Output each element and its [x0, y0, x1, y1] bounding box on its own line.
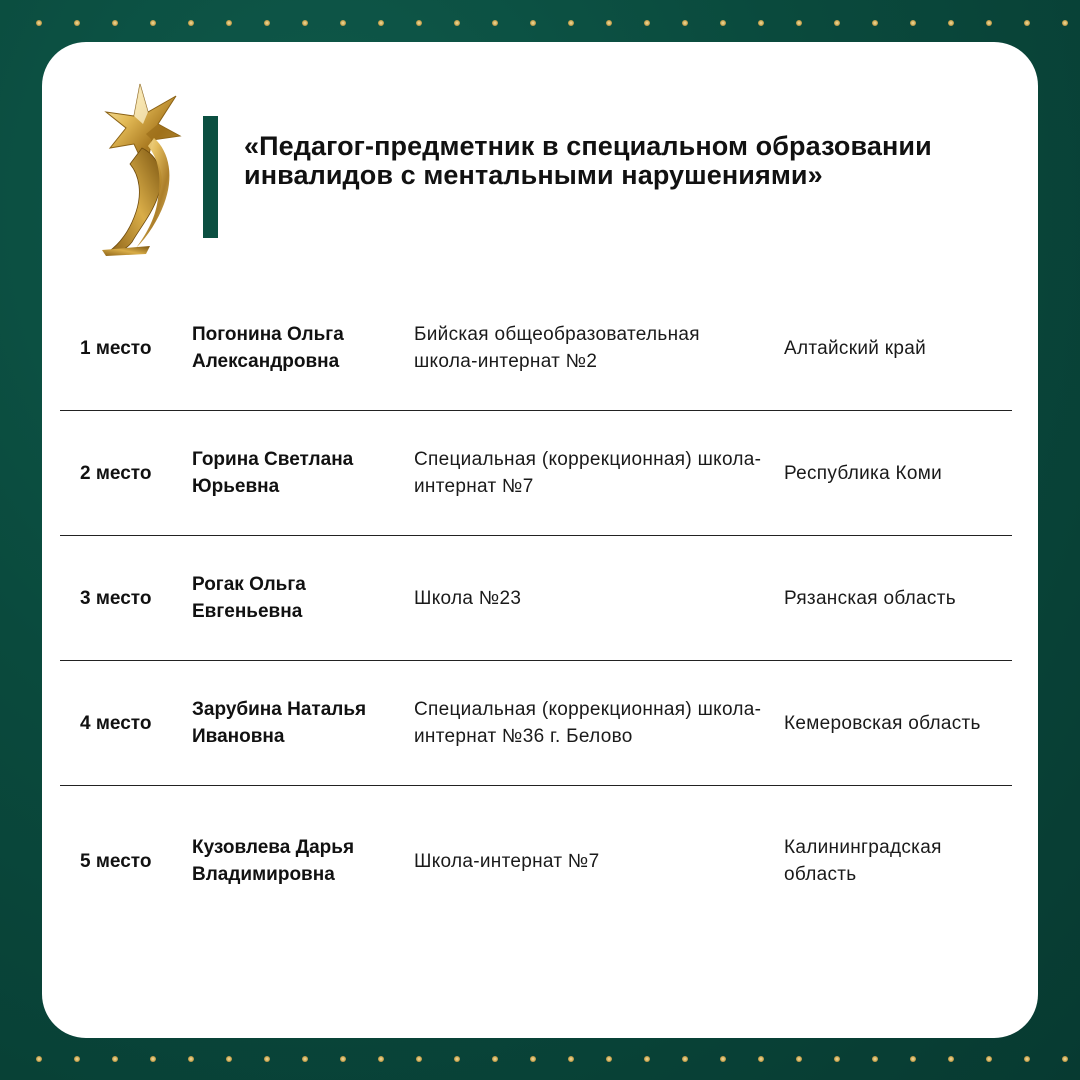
decorative-dot — [910, 1056, 916, 1062]
decorative-dot — [1062, 1056, 1068, 1062]
region-name: Алтайский край — [784, 337, 927, 359]
decorative-dot — [416, 1056, 422, 1062]
decorative-dot — [378, 1056, 384, 1062]
school-name: Школа-интернат №7 — [414, 850, 600, 872]
decorative-dot — [682, 1056, 688, 1062]
decorative-dot — [226, 20, 232, 26]
region-name: Кемеровская область — [784, 712, 981, 734]
decorative-dot — [226, 1056, 232, 1062]
region-name: Республика Коми — [784, 462, 943, 484]
decorative-dot — [264, 1056, 270, 1062]
table-row — [60, 411, 1012, 536]
decorative-dot — [682, 20, 688, 26]
decorative-dot — [720, 20, 726, 26]
decorative-dot — [1024, 20, 1030, 26]
nomination-title: «Педагог-предметник в специальном образовании инвалидов с ментальными нарушениями» — [244, 131, 932, 190]
decorative-dot — [720, 1056, 726, 1062]
decorative-dot — [986, 1056, 992, 1062]
region-name: Калининградская область — [784, 837, 942, 885]
school-name: Школа №23 — [414, 587, 522, 609]
decorative-dot — [188, 20, 194, 26]
top-dot-border — [0, 16, 1080, 30]
decorative-dot — [150, 20, 156, 26]
decorative-dot — [568, 1056, 574, 1062]
decorative-dot — [568, 20, 574, 26]
winner-name: Зарубина Наталья Ивановна — [192, 699, 367, 747]
table-row — [60, 661, 1012, 786]
decorative-dot — [302, 1056, 308, 1062]
winner-name: Рогак Ольга Евгеньевна — [192, 574, 306, 622]
decorative-dot — [150, 1056, 156, 1062]
decorative-dot — [910, 20, 916, 26]
decorative-dot — [834, 1056, 840, 1062]
decorative-dot — [644, 1056, 650, 1062]
table-row — [60, 536, 1012, 661]
decorative-dot — [530, 1056, 536, 1062]
place-label: 5 место — [80, 850, 152, 872]
place-label: 3 место — [80, 587, 152, 609]
region-name: Рязанская область — [784, 587, 956, 609]
decorative-dot — [492, 20, 498, 26]
decorative-dot — [796, 20, 802, 26]
decorative-dot — [1062, 20, 1068, 26]
decorative-dot — [872, 1056, 878, 1062]
decorative-dot — [492, 1056, 498, 1062]
decorative-dot — [112, 1056, 118, 1062]
decorative-dot — [36, 1056, 42, 1062]
gold-star-award-icon — [96, 78, 192, 256]
decorative-dot — [1024, 1056, 1030, 1062]
decorative-dot — [606, 20, 612, 26]
decorative-dot — [796, 1056, 802, 1062]
decorative-dot — [530, 20, 536, 26]
bottom-dot-border — [0, 1052, 1080, 1066]
decorative-dot — [986, 20, 992, 26]
decorative-dot — [74, 20, 80, 26]
decorative-dot — [36, 20, 42, 26]
place-label: 4 место — [80, 712, 152, 734]
winner-name: Погонина Ольга Александровна — [192, 324, 344, 372]
school-name: Специальная (коррекционная) школа-интернат №36 г. Белово — [414, 699, 762, 747]
decorative-dot — [758, 20, 764, 26]
school-name: Специальная (коррекционная) школа-интернат №7 — [414, 449, 762, 497]
title-accent-bar — [203, 116, 218, 238]
decorative-dot — [416, 20, 422, 26]
decorative-dot — [378, 20, 384, 26]
decorative-dot — [340, 20, 346, 26]
place-label: 1 место — [80, 337, 152, 359]
table-row — [60, 286, 1012, 411]
decorative-dot — [606, 1056, 612, 1062]
decorative-dot — [948, 1056, 954, 1062]
decorative-dot — [834, 20, 840, 26]
school-name: Бийская общеобразовательная школа-интернат №2 — [414, 324, 700, 372]
decorative-dot — [948, 20, 954, 26]
place-label: 2 место — [80, 462, 152, 484]
decorative-dot — [454, 20, 460, 26]
decorative-dot — [112, 20, 118, 26]
decorative-dot — [644, 20, 650, 26]
table-row — [60, 786, 1012, 936]
decorative-dot — [74, 1056, 80, 1062]
winner-name: Кузовлева Дарья Владимировна — [192, 837, 355, 885]
decorative-dot — [302, 20, 308, 26]
decorative-dot — [188, 1056, 194, 1062]
winner-name: Горина Светлана Юрьевна — [192, 449, 354, 497]
results-card — [42, 42, 1038, 1038]
decorative-dot — [454, 1056, 460, 1062]
decorative-dot — [264, 20, 270, 26]
results-table — [60, 286, 1012, 936]
decorative-dot — [872, 20, 878, 26]
decorative-dot — [758, 1056, 764, 1062]
decorative-dot — [340, 1056, 346, 1062]
